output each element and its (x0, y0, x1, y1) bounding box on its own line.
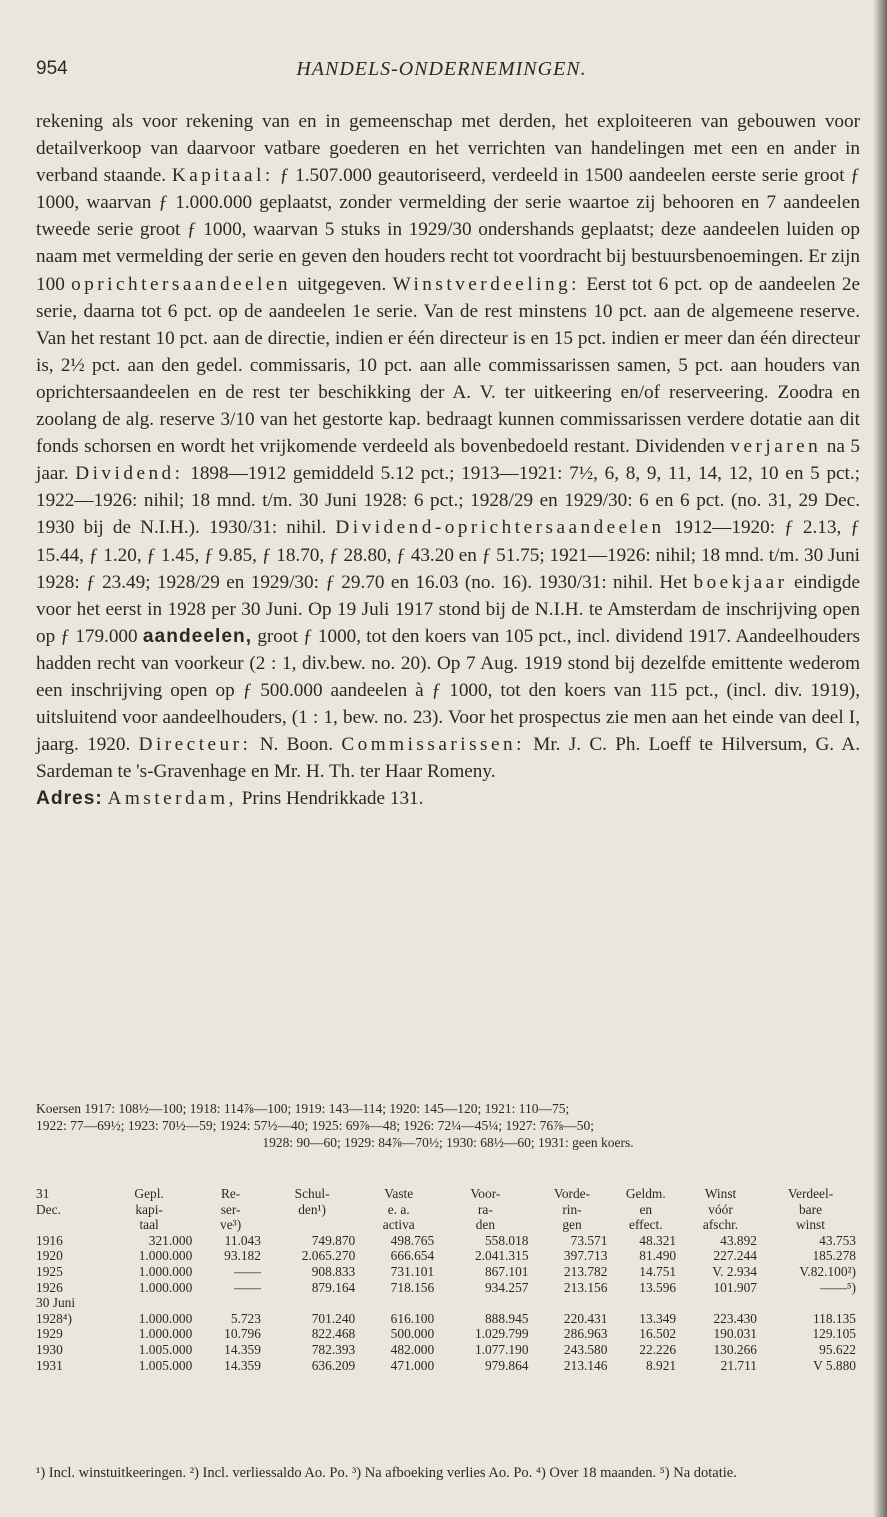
table-header-row (36, 1186, 860, 1233)
table-cell: —— (234, 1279, 261, 1295)
table-cell: 1.005.000 (138, 1341, 193, 1357)
table-cell: V. 2.934 (712, 1263, 757, 1279)
label-directeur: Directeur: (138, 734, 252, 756)
table-cell: 190.031 (713, 1326, 757, 1342)
table-cell: 1.000.000 (138, 1310, 193, 1326)
table-cell (102, 1295, 196, 1311)
table-body (36, 1233, 860, 1373)
table-row (36, 1248, 860, 1264)
table-header-cell: Gepl. kapi- taal (134, 1186, 164, 1233)
table-cell (533, 1295, 612, 1311)
table-header-cell: Vorde- rin- gen (553, 1186, 591, 1233)
table-cell: 2.041.315 (474, 1248, 529, 1264)
table-cell: 43.753 (819, 1232, 856, 1248)
text-aandeelen: groot ƒ 1000, tot den koers van 105 pct., incl. dividend 1917. Aandeelhouders hadden recht van voorkeur (2 : 1, div.bew. no. 20). Op 7 Aug. 1919 stond bij dezelfde emittente wederom een inschrijving open op ƒ 500.000 aandeelen à ƒ 1000, tot den koers van 115 pct., (incl. div. 1919), uitsluitend voor aandeelhouders, (1 : 1, bew. no. 23). Voor het prospectus zie men aan het einde van deel I, jaarg. 1920. (36, 625, 861, 756)
table-cell: 1.000.000 (138, 1263, 193, 1279)
text-commissarissen: Mr. J. C. Ph. Loeff te Hilversum, G. A. Sardeman te 's-Gravenhage en Mr. H. Th. ter Haar Romeny. (36, 734, 861, 783)
text-intro: rekening als voor rekening van en in gemeenschap met derden, het exploiteeren van gebouwen voor detailverkoop van daarvoor vatbare goederen en het verrichten van handelingen met een en ander in verband staande. (36, 111, 860, 187)
table-header-cell: 31 Dec. (36, 1186, 61, 1217)
table-cell (196, 1295, 265, 1311)
table-cell: 482.000 (390, 1341, 435, 1357)
text-winstverdeeling: Eerst tot 6 pct. op de aandeelen 2e serie, daarna tot 6 pct. op de aandeelen 1e serie. Van de rest minstens 10 pct. aan de algemeene reserve. Van het restant 10 pct. aan de directie, indien er één directeur is en 15 pct. indien er meer dan één directeur is, 2½ pct. aan den gedel. commissaris, 10 pct. aan alle commissarissen samen, 5 pct. aan houders van oprichtersaandeelen en de rest ter beschikking der A. V. ter uitkeering en/of reserveering. Zoodra en zoolang de alg. reserve 3/10 van het gestorte kap. bedraagt kunnen commissarissen verdere dotatie aan dit fonds schorsen en wordt het vrijkomende verdeeld als bovenbedoeld restant. Dividenden (36, 273, 861, 458)
table-cell (680, 1295, 761, 1311)
table-cell: 22.226 (639, 1341, 677, 1357)
koersen-block (36, 1100, 860, 1151)
table-cell: 979.864 (484, 1357, 529, 1373)
address-street: Prins Hendrikkade 131. (241, 788, 424, 810)
table-header-cell: Winst vóór afschr. (702, 1186, 739, 1233)
table-cell: 118.135 (812, 1310, 856, 1326)
table-cell: 223.430 (713, 1310, 757, 1326)
table-header-cell: Voor- ra- den (470, 1186, 501, 1233)
footnote-text: ¹) Incl. winstuitkeeringen. ²) Incl. verliessaldo Ao. Po. ³) Na afboeking verlies Ao. Po. ⁴) Over 18 maanden. ⁵) Na dotatie. (36, 1465, 737, 1481)
table-cell: 397.713 (563, 1248, 608, 1264)
table-cell: 1.000.000 (138, 1326, 193, 1342)
table-cell: 1929 (36, 1326, 63, 1342)
body-paragraph (36, 108, 860, 785)
table-cell: 471.000 (390, 1357, 435, 1373)
label-dividend: Dividend: (75, 463, 184, 485)
koersen-line: 1922: 77—69½; 1923: 70½—59; 1924: 57½—40; 1925: 69⅞—48; 1926: 72¼—45¼; 1927: 76⅞—50; (36, 1118, 595, 1133)
table-cell: 908.833 (311, 1263, 356, 1279)
table-cell: 701.240 (311, 1310, 356, 1326)
table-cell: 616.100 (390, 1310, 435, 1326)
footnotes (36, 1464, 860, 1482)
body-text (36, 108, 860, 812)
table-cell: 93.182 (224, 1248, 261, 1264)
table-cell: 227.244 (713, 1248, 757, 1264)
financial-table (36, 1186, 860, 1373)
table-cell: 1.029.799 (474, 1326, 529, 1342)
table-cell: 13.596 (639, 1279, 677, 1295)
table-cell: 636.209 (311, 1357, 356, 1373)
koersen-line: Koersen 1917: 108½—100; 1918: 114⅞—100; 1919: 143—114; 1920: 145—120; 1921: 110—75; (36, 1101, 570, 1116)
table-cell (761, 1295, 860, 1311)
table-cell: 822.468 (311, 1326, 356, 1342)
table-row (36, 1280, 860, 1296)
table-cell: 21.711 (720, 1357, 757, 1373)
table-cell: 731.101 (390, 1263, 435, 1279)
table-cell: 1.000.000 (138, 1279, 193, 1295)
table-cell: 14.359 (224, 1357, 261, 1373)
table-cell: 1925 (36, 1263, 63, 1279)
table-cell: 213.146 (563, 1357, 608, 1373)
table-cell: V.82.100²) (799, 1263, 856, 1279)
table-cell: 213.156 (563, 1279, 608, 1295)
table-cell: 10.796 (224, 1326, 261, 1342)
table-cell: 498.765 (390, 1232, 435, 1248)
label-oprichtersaandeelen: oprichtersaandeelen (71, 273, 292, 295)
label-aandeelen: aandeelen, (142, 625, 253, 647)
table-cell: 1916 (36, 1232, 63, 1248)
table-cell: 749.870 (311, 1232, 356, 1248)
table-header-cell: Re- ser- ve³) (220, 1186, 242, 1233)
table-cell: 95.622 (819, 1341, 856, 1357)
label-adres: Adres: (36, 788, 103, 810)
table-cell: 185.278 (812, 1248, 856, 1264)
table-row (36, 1233, 860, 1249)
table-row (36, 1311, 860, 1327)
label-winstverdeeling: Winstverdeeling: (392, 273, 580, 295)
table-row (36, 1358, 860, 1374)
table-cell: 888.945 (484, 1310, 529, 1326)
table-cell: 48.321 (639, 1232, 677, 1248)
table-cell: 879.164 (311, 1279, 356, 1295)
table-row (36, 1295, 860, 1311)
table-cell: 2.065.270 (301, 1248, 356, 1264)
table-cell: 1.005.000 (138, 1357, 193, 1373)
table-cell: 1926 (36, 1279, 63, 1295)
page-header (36, 58, 847, 88)
label-commissarissen: Commissarissen: (341, 734, 525, 756)
table-cell: V 5.880 (813, 1357, 856, 1373)
table-cell: 16.502 (639, 1326, 677, 1342)
table-header-cell: Schul- den¹) (294, 1186, 330, 1217)
table-cell: 1.000.000 (138, 1248, 193, 1264)
table-cell: 1931 (36, 1357, 63, 1373)
table-cell (438, 1295, 532, 1311)
table-cell: 81.490 (639, 1248, 677, 1264)
table-cell: 243.580 (563, 1341, 608, 1357)
table-header-cell: Geldm. en effect. (625, 1186, 666, 1233)
table-cell: 14.359 (224, 1341, 261, 1357)
table-cell: 934.257 (484, 1279, 529, 1295)
page-edge-shadow (873, 0, 887, 1517)
table-cell: 30 Juni (36, 1295, 76, 1311)
table-cell: 101.907 (713, 1279, 757, 1295)
label-boekjaar: boekjaar (693, 571, 788, 593)
label-dividend-oprichters: Dividend-oprichtersaandeelen (335, 517, 665, 539)
table-cell: 13.349 (639, 1310, 677, 1326)
table-cell: 220.431 (563, 1310, 608, 1326)
text-directeur: N. Boon. (259, 734, 334, 756)
table-cell: 14.751 (639, 1263, 677, 1279)
table-row (36, 1342, 860, 1358)
table-cell: ——⁵) (820, 1279, 856, 1295)
table-cell: 321.000 (148, 1232, 193, 1248)
table-cell (359, 1295, 438, 1311)
table-cell: 130.266 (713, 1341, 757, 1357)
table-cell (611, 1295, 680, 1311)
text-uitgegeven: uitgegeven. (297, 273, 387, 295)
table-cell: 1928⁴) (36, 1310, 72, 1326)
table-cell: —— (234, 1263, 261, 1279)
address-city: Amsterdam, (107, 788, 237, 810)
table-cell: 5.723 (230, 1310, 261, 1326)
text-kapitaal: ƒ 1.507.000 geautoriseerd, verdeeld in 1500 aandeelen eerste serie groot ƒ 1000, waarvan ƒ 1.000.000 geplaatst, zonder vermelding der serie waartoe zij behooren en 7 aandeelen tweede serie groot ƒ 1000, waarvan 5 stuks in 1929/30 ondershands geplaatst; deze aandeelen luiden op naam met vermelding der serie en geven den houders recht tot voordracht bij bestuursbenoemingen. Er zijn 100 (36, 165, 861, 295)
table-cell (265, 1295, 359, 1311)
address-line (36, 785, 860, 812)
table-header-cell: Vaste e. a. activa (382, 1186, 415, 1233)
table-cell: 129.105 (812, 1326, 856, 1342)
table-row (36, 1326, 860, 1342)
running-title: HANDELS-ONDERNEMINGEN. (296, 58, 587, 80)
table-cell: 558.018 (484, 1232, 529, 1248)
table-cell: 867.101 (484, 1263, 529, 1279)
label-verjaren: verjaren (730, 436, 822, 458)
table-header-cell: Verdeel- bare winst (787, 1186, 834, 1233)
text-dividend: 1898—1912 gemiddeld 5.12 pct.; 1913—1921: 7½, 6, 8, 9, 11, 14, 12, 10 en 5 pct.; 1922—1926: nihil; 18 mnd. t/m. 30 Juni 1928: 6 pct.; 1928/29 en 1929/30: 6 en 6 pct. (no. 31, 29 Dec. 1930 bij de N.I.H.). 1930/31: nihil. (36, 463, 861, 539)
table-cell: 1920 (36, 1248, 63, 1264)
table-cell: 1930 (36, 1341, 63, 1357)
page-number: 954 (36, 58, 68, 79)
table-cell: 286.963 (563, 1326, 608, 1342)
table-cell: 11.043 (224, 1232, 261, 1248)
label-kapitaal: Kapitaal: (171, 165, 274, 187)
table-cell: 73.571 (570, 1232, 608, 1248)
table-cell: 500.000 (390, 1326, 435, 1342)
table-cell: 718.156 (390, 1279, 435, 1295)
text-dividend-oprichters: 1912—1920: ƒ 2.13, ƒ 15.44, ƒ 1.20, ƒ 1.45, ƒ 9.85, ƒ 18.70, ƒ 28.80, ƒ 43.20 en ƒ 51.75; 1921—1926: nihil; 18 mnd. t/m. 30 Juni 1928: ƒ 23.49; 1928/29 en 1929/30: ƒ 29.70 en 16.03 (no. 16). 1930/31: nihil. Het (36, 517, 861, 593)
table-cell: 8.921 (645, 1357, 677, 1373)
koersen-line: 1928: 90—60; 1929: 84⅞—70½; 1930: 68½—60; 1931: geen koers. (262, 1135, 634, 1150)
table-cell: 213.782 (563, 1263, 608, 1279)
text-verjaren: na 5 jaar. (36, 436, 860, 485)
text-boekjaar: eindigde voor het eerst in 1928 per 30 Juni. Op 19 Juli 1917 stond bij de N.I.H. te Amsterdam de inschrijving open op ƒ 179.000 (36, 571, 861, 647)
table-cell: 43.892 (720, 1232, 757, 1248)
table-cell: 1.077.190 (474, 1341, 529, 1357)
table-cell: 666.654 (390, 1248, 435, 1264)
table-row (36, 1264, 860, 1280)
table-cell: 782.393 (311, 1341, 356, 1357)
